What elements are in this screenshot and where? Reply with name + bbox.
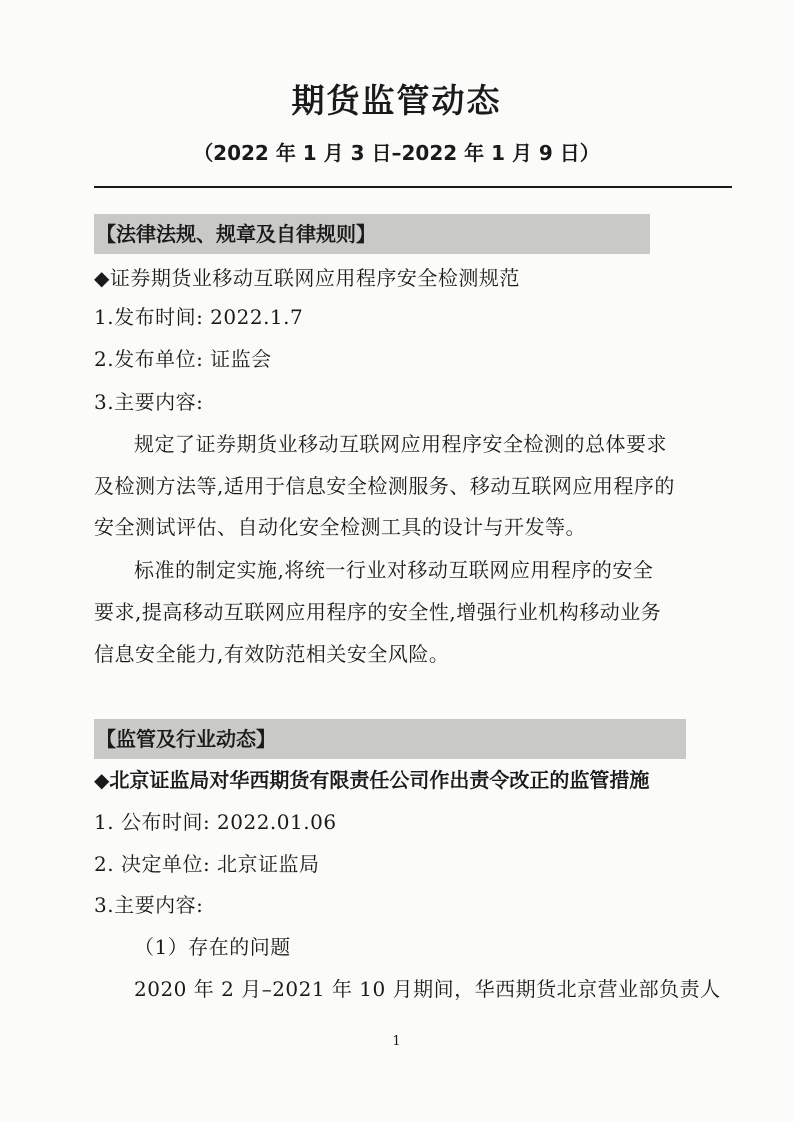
- section2-item-title: ◆北京证监局对华西期货有限责任公司作出责令改正的监管措施: [94, 768, 650, 792]
- section2-content-label: 3.主要内容:: [94, 893, 204, 917]
- section-header-laws: 【法律法规、规章及自律规则】: [94, 214, 650, 254]
- section-header-regulatory: 【监管及行业动态】: [94, 719, 686, 759]
- section2-publish-time: 1. 公布时间: 2022.01.06: [94, 810, 337, 834]
- section1-publish-time: 1.发布时间: 2022.1.7: [94, 305, 304, 329]
- page-number: 1: [392, 1034, 401, 1049]
- section2-para1-line1: 2020 年 2 月–2021 年 10 月期间，华西期货北京营业部负责人: [134, 977, 721, 1001]
- page-title: 期货监管动态: [291, 81, 502, 120]
- section1-content-label: 3.主要内容:: [94, 390, 204, 414]
- section2-sub-heading: （1）存在的问题: [134, 935, 291, 959]
- title-divider: [94, 186, 732, 188]
- section1-para1-line2: 及检测方法等,适用于信息安全检测服务、移动互联网应用程序的: [94, 474, 675, 498]
- section2-decision-unit: 2. 决定单位: 北京证监局: [94, 852, 320, 876]
- date-range: （2022 年 1 月 3 日–2022 年 1 月 9 日）: [193, 141, 600, 165]
- section1-item-title: ◆证券期货业移动互联网应用程序安全检测规范: [94, 266, 520, 290]
- section1-publisher: 2.发布单位: 证监会: [94, 347, 272, 371]
- section1-para2-line3: 信息安全能力,有效防范相关安全风险。: [94, 642, 450, 666]
- section1-para1-line3: 安全测试评估、自动化安全检测工具的设计与开发等。: [94, 515, 586, 539]
- section1-para2-line1: 标准的制定实施,将统一行业对移动互联网应用程序的安全: [134, 558, 654, 582]
- section1-para2-line2: 要求,提高移动互联网应用程序的安全性,增强行业机构移动业务: [94, 600, 662, 624]
- section1-para1-line1: 规定了证券期货业移动互联网应用程序安全检测的总体要求: [134, 432, 667, 456]
